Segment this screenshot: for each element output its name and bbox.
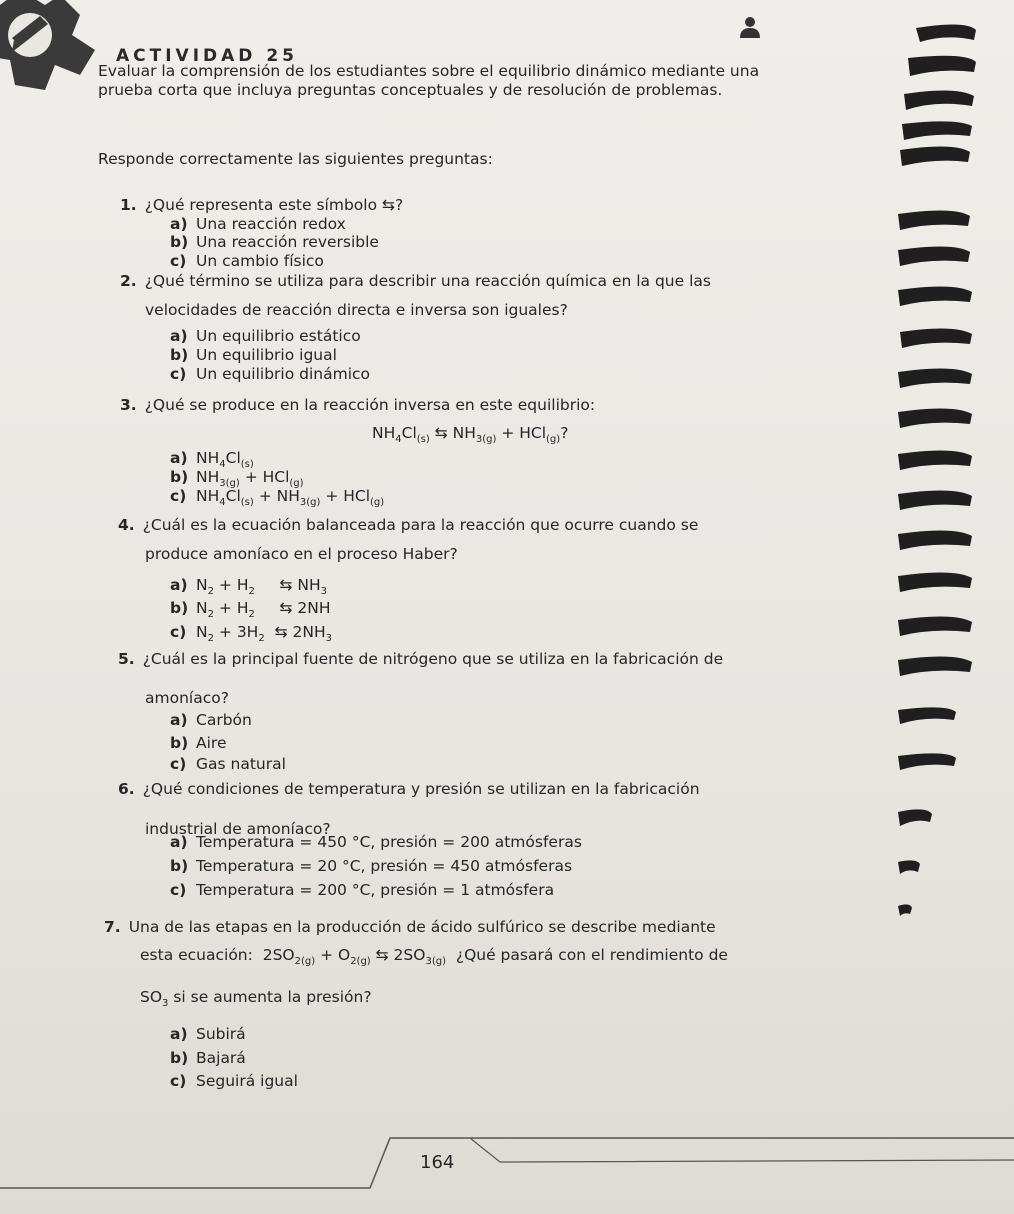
question-4-option-b: b) $N_2 + H_2$ ⇆ 2NH [170,599,331,621]
question-2-option-c: c) Un equilibrio dinámico [170,365,371,383]
question-2-line-2: velocidades de reacción directa e inversa son iguales? [145,301,568,319]
question-4-line-2: produce amoníaco en el proceso Haber? [145,545,458,563]
question-6: 6. ¿Qué condiciones de temperatura y presión se utilizan en la fabricación [118,780,700,798]
question-3-equation: $NH_4Cl_{(s)}$ ⇆ $NH_{3(g)} + HCl_{(g)}$? [372,424,569,446]
question-7-option-c: c) Seguirá igual [170,1072,298,1090]
question-6-option-a: a) Temperatura = 450 °C, presión = 200 atmósferas [170,833,582,851]
intro-paragraph: Evaluar la comprensión de los estudiantes sobre el equilibrio dinámico mediante una prueba corta que incluya preguntas conceptuales y de resolución de problemas. [98,62,760,99]
question-3: 3. ¿Qué se produce en la reacción inversa en este equilibrio: [120,396,596,414]
activity-title: ACTIVIDAD 25 [116,46,298,66]
gear-icon [0,0,110,100]
question-5-line-2: amoníaco? [145,689,229,707]
instructions: Responde correctamente las siguientes preguntas: [98,150,493,168]
question-5-option-b: b) Aire [170,734,227,752]
question-7-option-a: a) Subirá [170,1025,246,1043]
person-icon [738,15,762,39]
question-6-option-c: c) Temperatura = 200 °C, presión = 1 atmósfera [170,881,555,899]
question-5-option-a: a) Carbón [170,711,252,729]
question-7-option-b: b) Bajará [170,1049,246,1067]
question-2: 2. ¿Qué término se utiliza para describir una reacción química en la que las [120,272,711,290]
question-1-option-a: a) Una reacción redox [170,215,346,233]
page-number: 164 [420,1152,455,1173]
question-4-option-c: c) $N_2 + 3H_2$ ⇆ $2NH_3$ [170,623,332,645]
question-6-line-2: industrial de amoníaco? [145,820,331,838]
question-1-option-b: b) Una reacción reversible [170,233,379,251]
question-4: 4. ¿Cuál es la ecuación balanceada para la reacción que ocurre cuando se [118,516,699,534]
footer-divider [0,1130,1014,1200]
question-7: 7. Una de las etapas en la producción de ácido sulfúrico se describe mediante [104,918,716,936]
question-3-option-c: c) $NH_4Cl_{(s)} + NH_{3(g)} + HCl_{(g)}$ [170,487,385,509]
question-1-option-c: c) Un cambio físico [170,252,324,270]
question-6-option-b: b) Temperatura = 20 °C, presión = 450 atmósferas [170,857,573,875]
question-3-option-a: a) $NH_4Cl_{(s)}$ [170,449,254,471]
question-7-line-2: esta ecuación: $2SO_{2(g)} + O_{2(g)}$ ⇆ $2SO_{3(g)}$ ¿Qué pasará con el rendimiento de [140,946,728,968]
question-2-option-b: b) Un equilibrio igual [170,346,337,364]
question-2-option-a: a) Un equilibrio estático [170,327,361,345]
question-5: 5. ¿Cuál es la principal fuente de nitrógeno que se utiliza en la fabricación de [118,650,724,668]
question-7-line-3: $SO_3$ si se aumenta la presión? [140,988,372,1010]
question-1: 1. ¿Qué representa este símbolo ⇆? [120,196,404,214]
spiral-binding [896,0,1014,1214]
question-3-option-b: b) $NH_{3(g)} + HCl_{(g)}$ [170,468,304,490]
question-4-option-a: a) $N_2 + H_2$ ⇆ $NH_3$ [170,576,328,598]
question-7-equation: $2SO_{2(g)} + O_{2(g)}$ ⇆ $2SO_{3(g)}$ [257,946,446,968]
question-5-option-c: c) Gas natural [170,755,286,773]
